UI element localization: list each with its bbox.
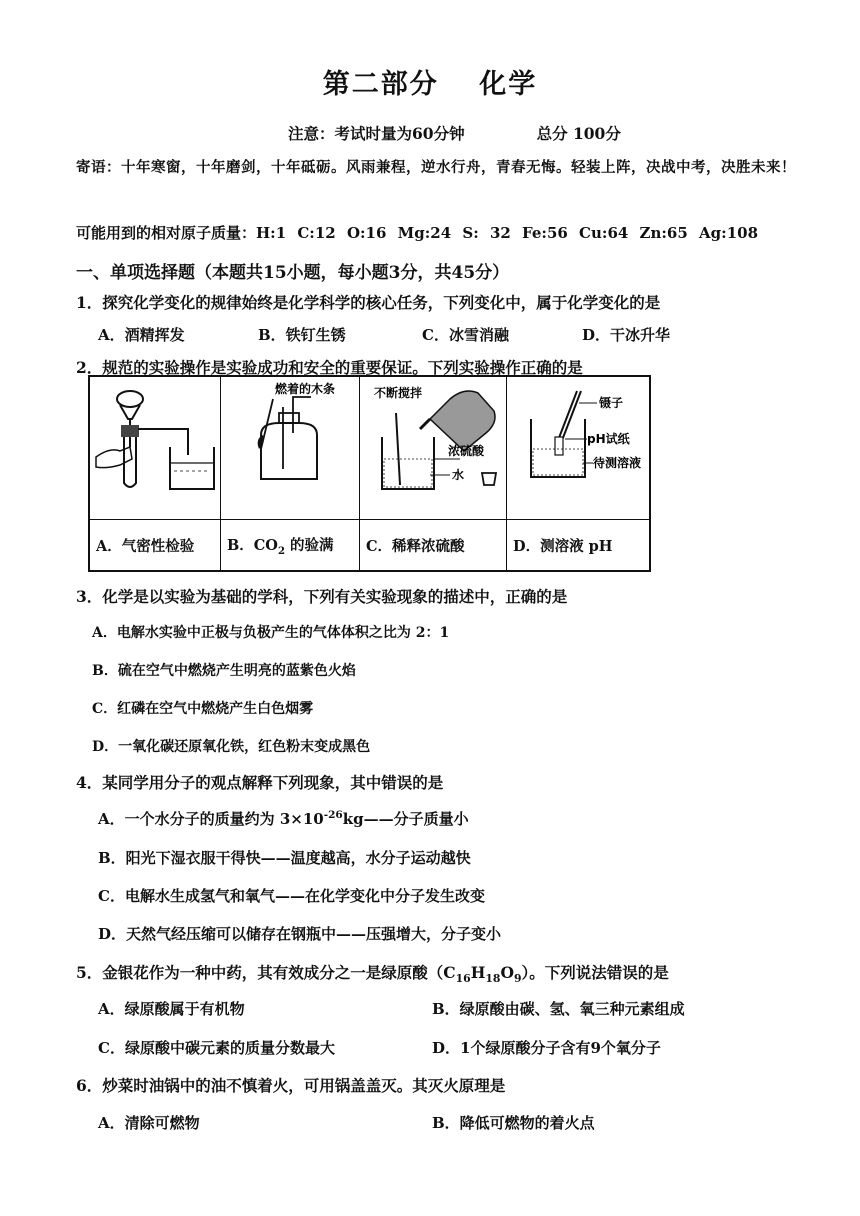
question-5-option-c: C．绿原酸中碳元素的质量分数最大 xyxy=(98,1039,335,1057)
question-4-option-d: D．天然气经压缩可以储存在钢瓶中——压强增大，分子变小 xyxy=(98,925,502,943)
figure-b-cell xyxy=(221,376,360,520)
question-3-option-b: B．硫在空气中燃烧产生明亮的蓝紫色火焰 xyxy=(92,663,356,679)
option-d-caption: D．测溶液 pH xyxy=(507,520,651,572)
co2-full-check-figure xyxy=(221,377,359,515)
question-5-option-b: B．绿原酸由碳、氢、氧三种元素组成 xyxy=(432,1000,685,1018)
option-c-caption: C．稀释浓硫酸 xyxy=(360,520,507,572)
question-3-option-a: A．电解水实验中正极与负极产生的气体体积之比为 2：1 xyxy=(92,625,450,641)
question-4-option-b: B．阳光下湿衣服干得快——温度越高，水分子运动越快 xyxy=(98,849,471,867)
question-5-option-a: A．绿原酸属于有机物 xyxy=(98,1000,245,1018)
question-3-option-d: D．一氧化碳还原氧化铁，红色粉末变成黑色 xyxy=(92,739,371,755)
airtightness-check-figure xyxy=(90,377,220,515)
page-title: 第二部分 化学 xyxy=(322,69,538,100)
question-3-option-c: C．红磷在空气中燃烧产生白色烟雾 xyxy=(92,701,314,717)
question-6-stem: 6．炒菜时油锅中的油不慎着火，可用锅盖盖灭。其灭火原理是 xyxy=(76,1076,506,1095)
figure-a-cell xyxy=(89,376,221,520)
question-1-option-d: D．干冰升华 xyxy=(582,326,671,344)
question-5-option-d: D．1个绿原酸分子含有9个氧分子 xyxy=(432,1039,661,1057)
dilute-acid-figure xyxy=(360,377,506,515)
option-a-caption: A．气密性检验 xyxy=(89,520,221,572)
option-b-caption: B．$CO_2$ 的验满 xyxy=(221,520,360,572)
question-6-option-a: A．清除可燃物 xyxy=(98,1114,200,1132)
figure-c-cell xyxy=(360,376,507,520)
question-2-stem: 2．规范的实验操作是实验成功和安全的重要保证。下列实验操作正确的是 xyxy=(76,358,583,377)
figure-d-label-tweezers: 镊子 xyxy=(599,396,624,410)
figure-d-label-solution: 待测溶液 xyxy=(593,456,642,470)
lab-operations-table xyxy=(88,375,651,572)
question-1-stem: 1．探究化学变化的规律始终是化学科学的核心任务，下列变化中，属于化学变化的是 xyxy=(76,293,661,312)
question-1-option-a: A．酒精挥发 xyxy=(98,326,185,344)
question-4-option-a: A．一个水分子的质量约为 $3\times 10^{-26}kg——$分子质量小 xyxy=(98,809,469,828)
figure-d-label-paper: pH试纸 xyxy=(587,432,630,446)
figure-c-label-water: 水 xyxy=(452,468,465,482)
question-3-stem: 3．化学是以实验为基础的学科，下列有关实验现象的描述中，正确的是 xyxy=(76,587,568,606)
time-notice: 注意：考试时量为60分钟 xyxy=(288,124,465,143)
question-6-option-b: B．降低可燃物的着火点 xyxy=(432,1114,595,1132)
figure-d-cell xyxy=(507,376,651,520)
section-heading: 一、单项选择题（本题共15小题，每小题3分，共45分） xyxy=(76,263,510,283)
total-score: 总分 100分 xyxy=(536,124,621,143)
figure-c-label-acid: 浓硫酸 xyxy=(448,444,485,458)
figure-b-label: 燃着的木条 xyxy=(275,382,336,396)
atomic-masses: 可能用到的相对原子质量：H:1 C:12 O:16 Mg:24 S: 32 Fe:56 Cu:64 Zn:65 Ag:108 xyxy=(76,224,759,242)
question-4-stem: 4．某同学用分子的观点解释下列现象，其中错误的是 xyxy=(76,773,444,792)
exam-notice xyxy=(288,122,621,144)
question-1-option-b: B．铁钉生锈 xyxy=(258,326,346,344)
question-4-option-c: C．电解水生成氢气和氧气——在化学变化中分子发生改变 xyxy=(98,887,485,905)
encouragement-message: 寄语：十年寒窗，十年磨剑，十年砥砺。风雨兼程，逆水行舟，青春无悔。轻装上阵，决战中考，决胜未来！ xyxy=(76,159,796,176)
question-1-option-c: C．冰雪消融 xyxy=(422,326,509,344)
measure-ph-figure xyxy=(507,377,649,515)
question-5-stem: 5．金银花作为一种中药，其有效成分之一是绿原酸$(C_{16}H_{18}O_9)$。下列说法错误的是 xyxy=(76,963,669,986)
figure-c-label-stir: 不断搅拌 xyxy=(374,386,423,400)
